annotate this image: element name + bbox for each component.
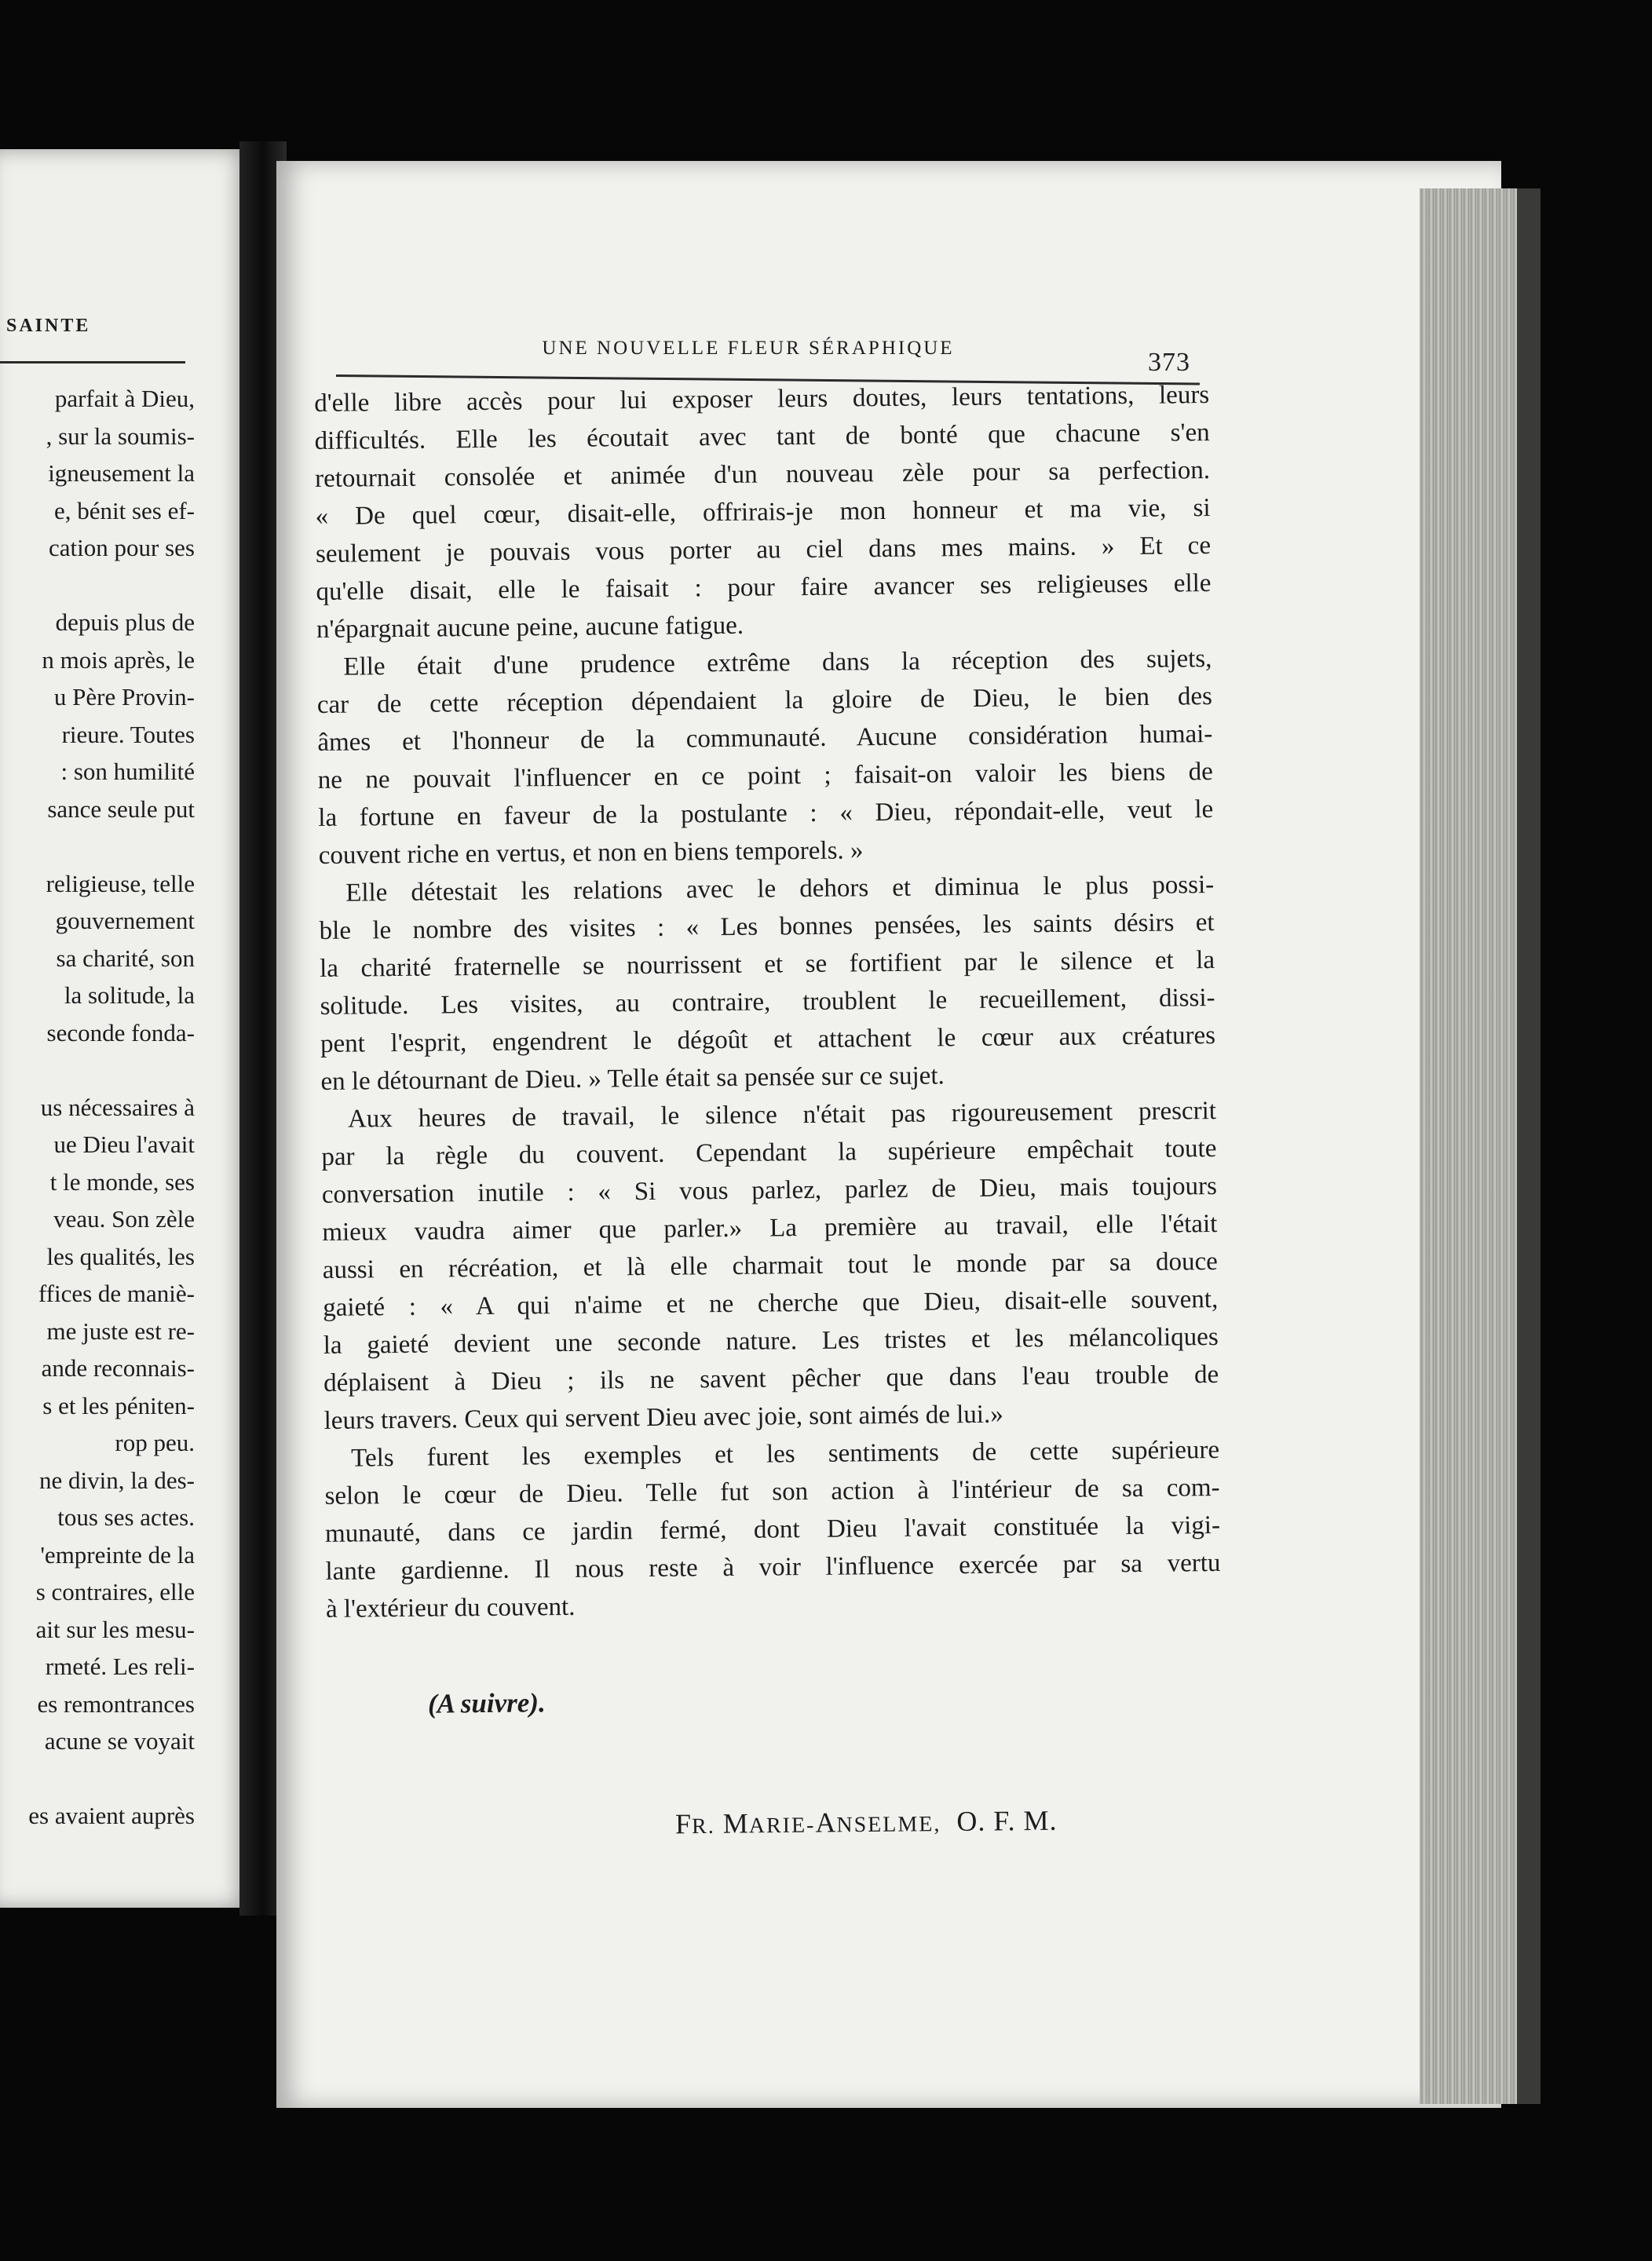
left-page-line: : son humilité [60, 758, 195, 785]
left-page-line: us nécessaires à [40, 1093, 195, 1121]
left-page-line: religieuse, telle [46, 869, 195, 897]
left-page-line: ait sur les mesu- [35, 1615, 195, 1643]
body-line: selon le cœur de Dieu. Telle fut son action à l'intérieur de sa com- [324, 1473, 1220, 1510]
body-line: lante gardienne. Il nous reste à voir l'influence exercée par sa vertu [325, 1548, 1221, 1586]
body-line: d'elle libre accès pour lui exposer leurs doutes, leurs tentations, leurs [314, 381, 1210, 418]
body-line: par la règle du couvent. Cependant la supérieure empêchait toute [321, 1134, 1217, 1171]
body-line: âmes et l'honneur de la communauté. Aucune considération humai- [317, 720, 1213, 757]
left-page-line: ue Dieu l'avait [53, 1130, 195, 1158]
body-line: ble le nombre des visites : « Les bonnes pensées, les saints désirs et [319, 908, 1215, 945]
left-page-line: ne divin, la des- [38, 1466, 195, 1494]
body-line: déplaisent à Dieu ; ils ne savent pêcher que dans l'eau trouble de [323, 1360, 1219, 1397]
left-page-line: seconde fonda- [46, 1018, 195, 1046]
signature-name2-rest: NSELME, [836, 1812, 941, 1838]
left-page-line: les qualités, les [46, 1242, 195, 1270]
signature-name2-initial: A [815, 1806, 837, 1839]
left-page [0, 149, 250, 1908]
body-line: Tels furent les exemples et les sentiments de cette supérieure [350, 1435, 1220, 1473]
body-line: « De quel cœur, disait-elle, offrirais-je mon honneur et ma vie, si [315, 494, 1211, 531]
body-line: la charité fraternelle se nourrissent et se fortifient par le silence et la [319, 946, 1215, 983]
left-page-line: me juste est re- [46, 1317, 195, 1345]
body-line: car de cette réception dépendaient la gloire de Dieu, le bien des [316, 682, 1213, 719]
body-line: seulement je pouvais vous porter au ciel dans mes mains. » Et ce [315, 531, 1212, 568]
page-number: 373 [1148, 348, 1190, 377]
left-page-line: s et les péniten- [42, 1391, 195, 1419]
left-page-line: depuis plus de [55, 608, 195, 636]
left-page-line: es avaient auprès [28, 1802, 195, 1829]
left-page-line: s contraires, elle [35, 1578, 195, 1605]
body-line: aussi en récréation, et là elle charmait tout le monde par sa douce [322, 1247, 1218, 1284]
body-line: mieux vaudra aimer que parler.» La première au travail, elle l'était [322, 1210, 1218, 1247]
body-line: en le détournant de Dieu. » Telle était sa pensée sur ce sujet. [320, 1061, 945, 1096]
body-line: retournait consolée et animée d'un nouveau zèle pour sa perfection. [314, 456, 1211, 493]
body-line: gaieté : « A qui n'aime et ne cherche que Dieu, disait-elle souvent, [323, 1285, 1219, 1322]
page-edges [1420, 188, 1517, 2104]
left-page-line: es remontrances [37, 1689, 195, 1718]
left-header-rule [0, 361, 185, 363]
author-signature [675, 1804, 1058, 1841]
signature-prefix-rest: R. [691, 1814, 715, 1839]
book-cover-edge [1517, 188, 1541, 2104]
left-page-line: parfait à Dieu, [54, 385, 195, 412]
body-line: pent l'esprit, engendrent le dégoût et attachent le cœur aux créatures [320, 1021, 1216, 1058]
left-page-line: 'empreinte de la [40, 1540, 195, 1569]
body-line: qu'elle disait, elle le faisait : pour faire avancer ses religieuses elle [316, 569, 1212, 606]
signature-name-rest: ARIE- [748, 1813, 816, 1839]
body-line: Elle était d'une prudence extrême dans la réception des sujets, [343, 645, 1212, 681]
to-be-continued: (A suivre). [427, 1687, 546, 1719]
left-page-line: sa charité, son [56, 944, 195, 972]
left-running-head: SAINTE [6, 316, 91, 336]
left-page-line: ande reconnais- [41, 1354, 195, 1382]
left-page-line: e, bénit ses ef- [53, 496, 195, 524]
left-page-line: rmeté. Les reli- [45, 1653, 195, 1680]
left-page-line: sance seule put [47, 794, 195, 823]
body-line: la gaieté devient une seconde nature. Les tristes et les mélancoliques [323, 1323, 1219, 1360]
signature-prefix-initial: F [674, 1808, 693, 1840]
left-page-line: t le monde, ses [49, 1167, 195, 1196]
left-page-line: tous ses actes. [57, 1503, 195, 1531]
left-page-line: veau. Son zèle [53, 1205, 195, 1233]
left-page-line: , sur la soumis- [46, 422, 195, 450]
body-line: à l'extérieur du couvent. [325, 1592, 576, 1624]
signature-order: O. F. M. [956, 1804, 1058, 1837]
left-page-line: igneusement la [48, 459, 195, 487]
left-page-line: n mois après, le [42, 645, 195, 674]
left-page-line: rop peu. [115, 1429, 195, 1456]
running-head: UNE NOUVELLE FLEUR SÉRAPHIQUE [542, 338, 955, 359]
signature-name-initial: M [722, 1807, 749, 1839]
body-line: Elle détestait les relations avec le dehors et diminua le plus possi- [345, 871, 1215, 908]
body-line: munauté, dans ce jardin fermé, dont Dieu l'avait constituée la vigi- [324, 1510, 1221, 1548]
left-page-line: ffices de maniè- [38, 1280, 195, 1307]
body-line: couvent riche en vertus, et non en biens temporels. » [318, 836, 864, 870]
body-line: Aux heures de travail, le silence n'était pas rigoureusement prescrit [347, 1097, 1217, 1134]
body-line: la fortune en faveur de la postulante : « Dieu, répondait-elle, veut le [318, 795, 1214, 832]
left-page-line: rieure. Toutes [61, 720, 195, 748]
body-line: n'épargnait aucune peine, aucune fatigue. [316, 611, 744, 644]
left-page-line: u Père Provin- [53, 683, 195, 710]
body-line: conversation inutile : « Si vous parlez, parlez de Dieu, mais toujours [321, 1172, 1218, 1209]
body-line: difficultés. Elle les écoutait avec tant de bonté que chacune s'en [314, 418, 1210, 455]
left-page-line: la solitude, la [64, 981, 195, 1009]
body-line: ne ne pouvait l'influencer en ce point ; faisait-on valoir les biens de [317, 758, 1213, 794]
body-text [314, 376, 1221, 1628]
body-line: leurs travers. Ceux qui servent Dieu avec joie, sont aimés de lui.» [323, 1400, 1003, 1435]
left-page-line: gouvernement [55, 907, 195, 934]
left-page-line: acune se voyait [44, 1727, 195, 1755]
body-line: solitude. Les visites, au contraire, troublent le recueillement, dissi- [320, 984, 1215, 1021]
left-page-line: cation pour ses [49, 534, 195, 561]
